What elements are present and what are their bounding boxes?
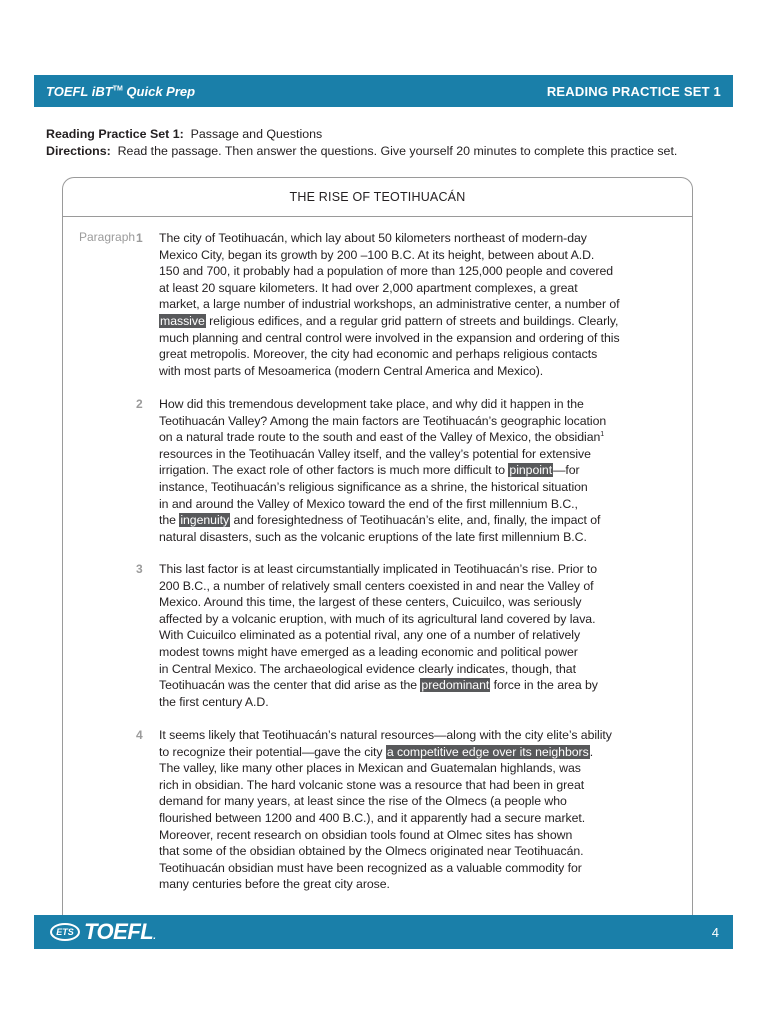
- toefl-wordmark-text: TOEFL: [84, 919, 154, 944]
- paragraph-side-label: Paragraph: [79, 230, 136, 244]
- passage-line: natural disasters, such as the volcanic eruptions of the late first millennium B.C.: [159, 529, 587, 544]
- highlighted-term[interactable]: predominant: [421, 678, 490, 693]
- intro-heading-text: Passage and Questions: [190, 127, 323, 141]
- passage-line: Moreover, recent research on obsidian tools found at Olmec sites has shown: [159, 827, 573, 842]
- passage-line: resources in the Teotihuacán Valley itself, and the valley’s potential for extensive: [159, 446, 591, 461]
- header-product-suffix: Quick Prep: [122, 83, 196, 99]
- passage-line: This last factor is at least circumstantially implicated in Teotihuacán’s rise. Prior to: [159, 562, 598, 576]
- paragraph-3: [136, 561, 689, 710]
- paragraph-number: 4: [136, 728, 143, 742]
- passage-panel: [62, 177, 693, 917]
- passage-line: the first century A.D.: [159, 694, 269, 709]
- passage-line: at least 20 square kilometers. It had over 2,000 apartment complexes, a great: [159, 280, 578, 295]
- header-product-name: TOEFL iBT: [46, 83, 113, 99]
- intro-heading: [46, 126, 677, 143]
- paragraph-2: [136, 396, 689, 545]
- paragraph-4: [136, 727, 689, 893]
- passage-line: 200 B.C., a number of relatively small centers coexisted in and near the Valley of: [159, 578, 594, 593]
- passage-line: great metropolis. Moreover, the city had economic and perhaps religious contacts: [159, 347, 598, 362]
- header-left-title: [46, 84, 195, 99]
- passage-line: 150 and 700, it probably had a population of more than 125,000 people and covered: [159, 264, 614, 279]
- directions-text: Read the passage. Then answer the questions. Give yourself 20 minutes to complete this practice set.: [117, 144, 678, 158]
- passage-line: flourished between 1200 and 400 B.C.), and it apparently had a secure market.: [159, 810, 586, 825]
- passage-line: the ingenuity and foresightedness of Teotihuacán’s elite, and, finally, the impact of: [159, 513, 601, 528]
- passage-line: instance, Teotihuacán’s religious significance as a shrine, the historical situation: [159, 479, 588, 494]
- passage-line: Teotihuacán Valley? Among the main factors are Teotihuacán’s geographic location: [159, 413, 607, 428]
- passage-line: rich in obsidian. The hard volcanic stone was a resource that had been in great: [159, 777, 585, 792]
- passage-line: that some of the obsidian obtained by the Olmecs originated near Teotihuacán.: [159, 844, 584, 859]
- directions-label: Directions:: [46, 144, 111, 158]
- toefl-wordmark: [84, 919, 156, 945]
- paragraph-number: 1: [136, 231, 143, 245]
- intro-block: [46, 126, 677, 160]
- footnote-marker: 1: [600, 431, 605, 439]
- passage-line: The city of Teotihuacán, which lay about 50 kilometers northeast of modern-day: [159, 231, 587, 245]
- passage-line: irrigation. The exact role of other factors is much more difficult to pinpoint—for: [159, 463, 580, 478]
- passage-line: Teotihuacán was the center that did arise as the predominant force in the area by: [159, 678, 598, 693]
- intro-directions: [46, 143, 677, 160]
- passage-line: It seems likely that Teotihuacán’s natural resources—along with the city elite’s ability: [159, 728, 612, 742]
- ets-badge-icon: ETS: [50, 923, 80, 941]
- passage-line: Mexico. Around this time, the largest of these centers, Cuicuilco, was seriously: [159, 595, 582, 610]
- passage-line: With Cuicuilco eliminated as a potential rival, any one of a number of relatively: [159, 628, 581, 643]
- paragraph-number: 2: [136, 397, 143, 411]
- intro-heading-label: Reading Practice Set 1:: [46, 127, 184, 141]
- header-bar: [34, 75, 733, 107]
- highlighted-term[interactable]: ingenuity: [180, 513, 230, 528]
- passage-line: in and around the Valley of Mexico toward the end of the first millennium B.C.,: [159, 496, 578, 511]
- passage-line: much planning and central control were involved in the expansion and ordering of this: [159, 330, 620, 345]
- passage-line: affected by a volcanic eruption, with much of its agricultural land covered by lava.: [159, 611, 596, 626]
- paragraph-1: [136, 230, 689, 379]
- paragraph-number: 3: [136, 562, 143, 576]
- passage-line: with most parts of Mesoamerica (modern Central America and Mexico).: [159, 363, 544, 378]
- passage-line: modest towns might have emerged as a leading economic and political power: [159, 644, 578, 659]
- passage-line: on a natural trade route to the south and east of the Valley of Mexico, the obsidian$^1$: [159, 430, 605, 445]
- highlighted-term[interactable]: a competitive edge over its neighbors: [386, 744, 589, 759]
- passage-line: The valley, like many other places in Mexican and Guatemalan highlands, was: [159, 761, 581, 776]
- highlighted-term[interactable]: pinpoint: [509, 463, 553, 478]
- passage-line: Mexico City, began its growth by 200 –100 B.C. At its height, between about A.D.: [159, 247, 595, 262]
- footer-bar: [34, 915, 733, 949]
- highlighted-term[interactable]: massive: [160, 313, 205, 328]
- passage-line: massive religious edifices, and a regular grid pattern of streets and buildings. Clearly,: [160, 313, 619, 328]
- ets-toefl-logo: [50, 919, 156, 945]
- passage-title: THE RISE OF TEOTIHUACÁN: [63, 178, 692, 217]
- passage-line: demand for many years, at least since the rise of the Olmecs (a people who: [159, 794, 567, 809]
- passage-line: to recognize their potential—gave the city a competitive edge over its neighbors.: [159, 744, 594, 759]
- header-right-title: READING PRACTICE SET 1: [546, 83, 721, 99]
- page-number: 4: [711, 924, 719, 940]
- trademark-mark: TM: [112, 85, 123, 93]
- passage-line: How did this tremendous development take place, and why did it happen in the: [159, 397, 584, 411]
- passage-line: market, a large number of industrial workshops, an administrative center, a number of: [159, 297, 620, 312]
- passage-line: in Central Mexico. The archaeological evidence clearly indicates, though, that: [159, 661, 576, 676]
- toefl-wordmark-dot: .: [153, 931, 156, 942]
- passage-line: Teotihuacán obsidian must have been recognized as a valuable commodity for: [159, 860, 582, 875]
- passage-line: many centuries before the great city arose.: [159, 877, 390, 892]
